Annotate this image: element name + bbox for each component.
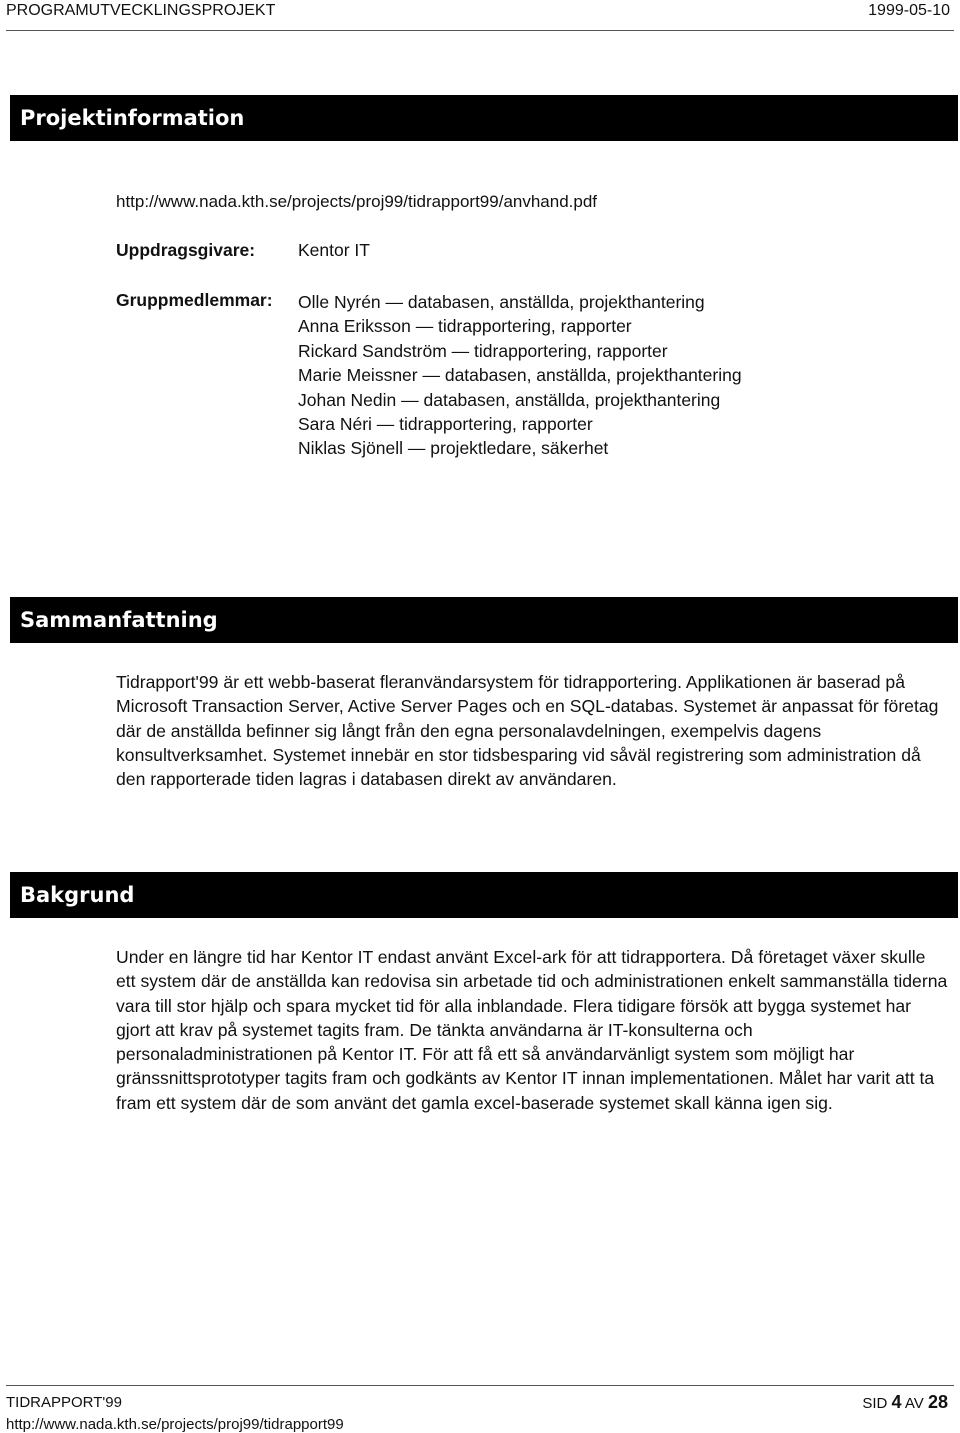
project-url: http://www.nada.kth.se/projects/proj99/tidrapport99/anvhand.pdf <box>116 192 598 211</box>
header-title: PROGRAMUTVECKLINGSPROJEKT <box>6 2 276 19</box>
section-heading-sammanfattning: Sammanfattning <box>10 597 958 643</box>
list-item: Anna Eriksson — tidrapportering, rapporter <box>298 316 632 337</box>
background-paragraph: Under en längre tid har Kentor IT endast använt Excel-ark för att tidrapportera. Då företaget växer skulle ett system där de anställda kan redovisa sin arbetade tid och administrationen enkelt sammanställa tiderna vara till stor hjälp och spara mycket tid för alla inblandade. Flera tidigare försök att bygga systemet har gjort att krav på systemet tagits fram. De tänkta användarna är IT-konsulterna och personaladministrationen på Kentor IT. För att få ett så användarvänligt system som möjligt har gränssnittsprototyper tagits fram och godkänts av Kentor IT innan implementationen. Målet har varit att ta fram ett system där de som använt det gamla excel-baserade systemet skall känna igen sig. <box>116 947 948 1113</box>
client-value: Kentor IT <box>298 240 370 260</box>
page-footer <box>6 1385 954 1433</box>
of-label: AV <box>904 1395 924 1412</box>
total-pages: 28 <box>927 1392 948 1412</box>
list-item: Rickard Sandström — tidrapportering, rapporter <box>298 340 668 361</box>
list-item: Sara Néri — tidrapportering, rapporter <box>298 414 593 435</box>
client-label: Uppdragsgivare: <box>116 240 256 260</box>
page-number <box>862 1392 948 1413</box>
footer-doc-name: TIDRAPPORT'99 <box>6 1394 122 1411</box>
sid-label: SID <box>862 1395 888 1412</box>
list-item: Olle Nyrén — databasen, anställda, projekthantering <box>298 292 705 312</box>
page-header <box>6 0 954 31</box>
footer-url: http://www.nada.kth.se/projects/proj99/tidrapport99 <box>6 1416 344 1433</box>
section-heading-bakgrund: Bakgrund <box>10 872 958 918</box>
summary-paragraph: Tidrapport'99 är ett webb-baserat fleranvändarsystem för tidrapportering. Applikationen är baserad på Microsoft Transaction Server, Active Server Pages och en SQL-databas. Systemet är anpassat för företag där de anställda befinner sig långt från den egna personalavdelningen, exempelvis dagens konsultverksamhet. Systemet innebär en stor tidsbesparing vid såväl registrering som administration då den rapporterade tiden lagras i databasen direkt av användaren. <box>116 672 939 790</box>
member-list <box>298 290 742 461</box>
header-date: 1999-05-10 <box>868 2 950 19</box>
list-item: Niklas Sjönell — projektledare, säkerhet <box>298 438 609 459</box>
list-item: Johan Nedin — databasen, anställda, projekthantering <box>298 389 721 410</box>
section-heading-projektinformation: Projektinformation <box>10 95 958 141</box>
list-item: Marie Meissner — databasen, anställda, projekthantering <box>298 365 742 386</box>
members-label: Gruppmedlemmar: <box>116 290 273 310</box>
current-page: 4 <box>891 1392 902 1412</box>
